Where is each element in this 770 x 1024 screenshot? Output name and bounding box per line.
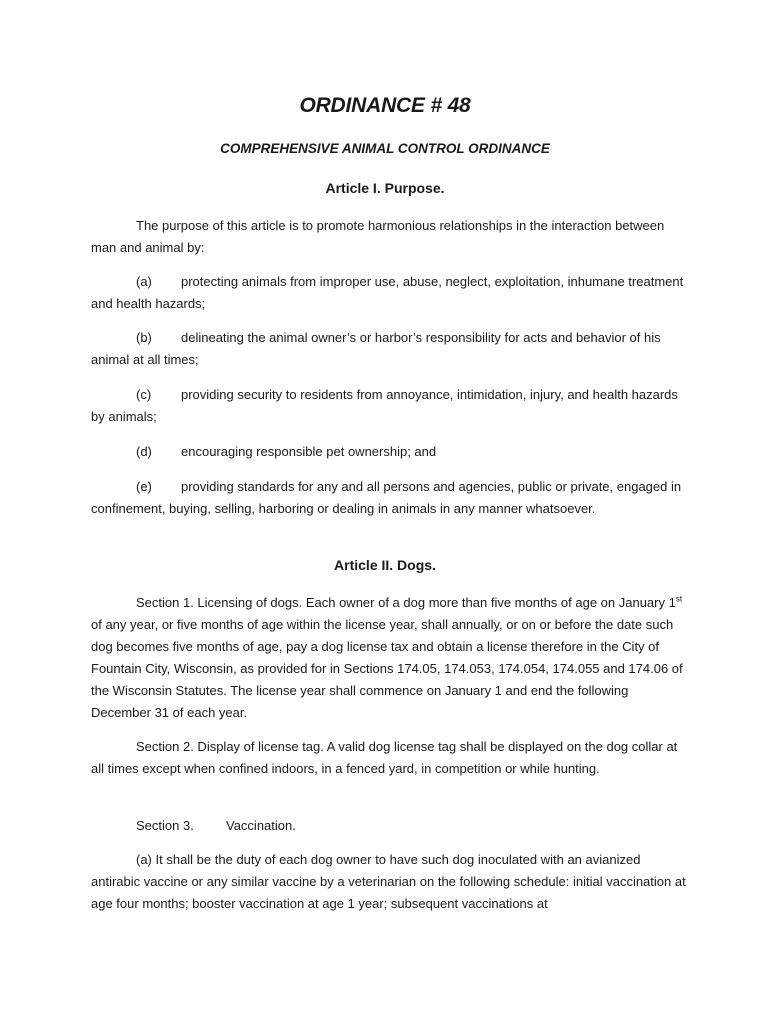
purpose-item-c (91, 384, 691, 428)
section-3a-text: (a) It shall be the duty of each dog owner to have such dog inoculated with an avianized antirabic vaccine or any similar vaccine by a veterinarian on the following schedule: initial vaccination at age four months; booster vaccination at age 1 year; subsequent vaccinations at (91, 852, 686, 911)
section-3-title: Vaccination. (226, 818, 296, 833)
article-2-heading: Article II. Dogs. (334, 557, 436, 573)
purpose-item-a-label: (a) (136, 274, 152, 289)
purpose-item-e (91, 476, 691, 520)
purpose-item-c-label: (c) (136, 387, 152, 402)
purpose-item-e-label: (e) (136, 479, 152, 494)
ordinance-title: ORDINANCE # 48 (299, 94, 471, 117)
purpose-item-a-text: protecting animals from improper use, abuse, neglect, exploitation, inhumane treatment and health hazards; (91, 274, 684, 311)
section-2-paragraph (91, 736, 691, 780)
article-1-intro-text: The purpose of this article is to promote harmonious relationships in the interaction between man and animal by: (91, 218, 665, 255)
section-1-paragraph (91, 592, 691, 724)
ordinance-subtitle: COMPREHENSIVE ANIMAL CONTROL ORDINANCE (220, 141, 550, 156)
purpose-item-b-text: delineating the animal owner’s or harbor’s responsibility for acts and behavior of his animal at all times; (91, 330, 661, 367)
purpose-item-d-text: encouraging responsible pet ownership; and (181, 444, 437, 459)
purpose-item-b-label: (b) (136, 330, 152, 345)
section-3-label: Section 3. (136, 818, 194, 833)
section-1-text-start: Section 1. Licensing of dogs. Each owner of a dog more than five months of age on January 1 (136, 595, 676, 610)
purpose-item-b (91, 327, 691, 371)
article-1-heading: Article I. Purpose. (325, 180, 445, 196)
section-1-superscript: st (675, 594, 683, 604)
section-3a-paragraph (91, 849, 691, 915)
purpose-item-c-text: providing security to residents from annoyance, intimidation, injury, and health hazards by animals; (91, 387, 678, 424)
purpose-item-e-text: providing standards for any and all persons and agencies, public or private, engaged in confinement, buying, selling, harboring or dealing in animals in any manner whatsoever. (91, 479, 682, 516)
section-3-heading (91, 815, 691, 837)
section-2-text: Section 2. Display of license tag. A valid dog license tag shall be displayed on the dog collar at all times except when confined indoors, in a fenced yard, in competition or while hunting. (91, 739, 678, 776)
purpose-item-d (91, 441, 691, 463)
section-1-text-end: of any year, or five months of age within the license year, shall annually, or on or before the date such dog becomes five months of age, pay a dog license tax and obtain a license therefore in the City of Fountain City, Wisconsin, as provided for in Sections 174.05, 174.053, 174.054, 174.055 and 174.06 of the Wisconsin Statutes. The license year shall commence on January 1 and end the following December 31 of each year. (91, 617, 683, 720)
article-1-intro (91, 215, 691, 259)
purpose-item-a (91, 271, 691, 315)
purpose-item-d-label: (d) (136, 444, 152, 459)
